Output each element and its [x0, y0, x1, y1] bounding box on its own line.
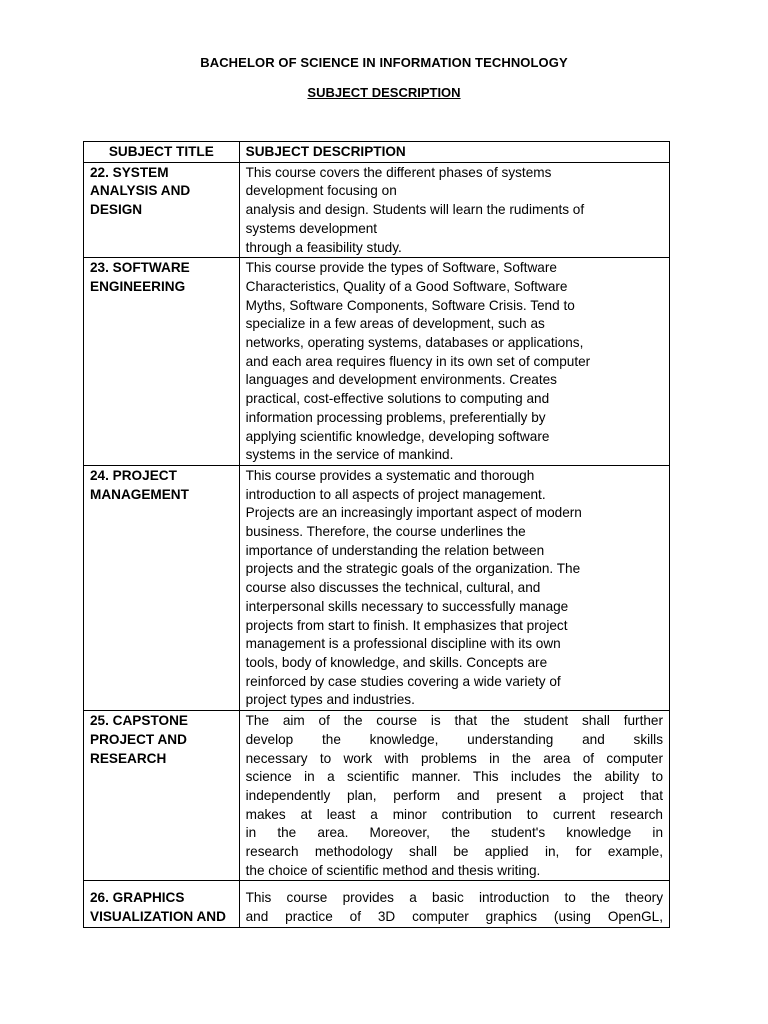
subject-description-cell [239, 258, 669, 466]
description-line: Characteristics, Quality of a Good Software, Software [245, 278, 568, 294]
table-row [84, 162, 670, 258]
subject-title-cell [84, 258, 240, 466]
description-line: introduction to all aspects of project management. [245, 486, 546, 502]
description-line: through a feasibility study. [245, 239, 402, 255]
subject-description-cell [239, 711, 669, 881]
description-line: This course provides a systematic and thorough [245, 467, 535, 483]
description-line: and practice of 3D computer graphics (using OpenGL, [245, 909, 663, 925]
description-line: the choice of scientific method and thesis writing. [245, 862, 541, 878]
description-line: science in a scientific manner. This includes the ability to [245, 769, 663, 785]
description-line: in the area. Moreover, the student's knowledge in [245, 825, 663, 841]
description-line: reinforced by case studies covering a wide variety of [245, 673, 561, 689]
description-line: management is a professional discipline with its own [245, 636, 561, 652]
subject-title-line: VISUALIZATION AND [90, 909, 226, 925]
header-subject-description: SUBJECT DESCRIPTION [239, 142, 669, 163]
table-header-row [84, 142, 670, 163]
subject-title-line: 23. SOFTWARE [90, 260, 190, 276]
description-line: Projects are an increasingly important aspect of modern [245, 505, 582, 521]
subject-title-line: ANALYSIS AND [90, 183, 191, 199]
subject-table [83, 141, 670, 928]
subject-title-line: RESEARCH [90, 750, 167, 766]
document-title: BACHELOR OF SCIENCE IN INFORMATION TECHNOLOGY [200, 55, 568, 70]
document-subtitle: SUBJECT DESCRIPTION [307, 85, 461, 100]
description-line: develop the knowledge, understanding and skills [245, 731, 663, 747]
description-line: necessary to work with problems in the area of computer [245, 750, 663, 766]
subject-title-line: ENGINEERING [90, 278, 186, 294]
subject-title-line: 26. GRAPHICS [90, 890, 185, 906]
description-line: Myths, Software Components, Software Crisis. Tend to [245, 297, 575, 313]
description-line: projects and the strategic goals of the organization. The [245, 561, 581, 577]
subject-title-line: DESIGN [90, 202, 143, 218]
description-line: importance of understanding the relation between [245, 542, 545, 558]
description-line: project types and industries. [245, 692, 415, 708]
table-row [84, 465, 670, 710]
description-line: practical, cost-effective solutions to computing and [245, 391, 550, 407]
description-line: development focusing on [245, 183, 397, 199]
description-line: information processing problems, preferentially by [245, 409, 546, 425]
description-line: interpersonal skills necessary to successfully manage [245, 598, 569, 614]
table-row [84, 881, 670, 927]
description-line: The aim of the course is that the student shall further [245, 713, 663, 729]
description-line: systems in the service of mankind. [245, 447, 454, 463]
description-line: tools, body of knowledge, and skills. Concepts are [245, 654, 548, 670]
subject-title-line: PROJECT AND [90, 731, 187, 747]
description-line: This course provides a basic introduction to the theory [245, 890, 663, 906]
description-line: This course provide the types of Software, Software [245, 260, 557, 276]
subject-title-line: 22. SYSTEM [90, 164, 169, 180]
description-line: systems development [245, 220, 378, 236]
description-line: specialize in a few areas of development, such as [245, 316, 545, 332]
subject-description-cell [239, 465, 669, 710]
subject-title-line: 25. CAPSTONE [90, 713, 188, 729]
description-line: networks, operating systems, databases or applications, [245, 335, 584, 351]
description-line: projects from start to finish. It emphasizes that project [245, 617, 568, 633]
description-line: business. Therefore, the course underlines the [245, 524, 526, 540]
subject-title-line: 24. PROJECT [90, 467, 177, 483]
subject-title-line: MANAGEMENT [90, 486, 189, 502]
description-line: languages and development environments. Creates [245, 372, 557, 388]
header-subject-title: SUBJECT TITLE [84, 142, 240, 163]
description-line: This course covers the different phases of systems [245, 164, 552, 180]
subject-title-cell [84, 465, 240, 710]
description-line: research methodology shall be applied in, for example, [245, 844, 663, 860]
table-row [84, 711, 670, 881]
description-line: independently plan, perform and present a project that [245, 787, 663, 803]
description-line: applying scientific knowledge, developing software [245, 428, 550, 444]
subject-description-cell [239, 881, 669, 927]
subject-title-cell [84, 162, 240, 258]
subject-title-cell [84, 881, 240, 927]
description-line: and each area requires fluency in its own set of computer [245, 353, 591, 369]
subject-description-cell [239, 162, 669, 258]
table-row [84, 258, 670, 466]
description-line: analysis and design. Students will learn the rudiments of [245, 202, 585, 218]
description-line: makes at least a minor contribution to current research [245, 806, 663, 822]
description-line: course also discusses the technical, cultural, and [245, 580, 541, 596]
subject-title-cell [84, 711, 240, 881]
